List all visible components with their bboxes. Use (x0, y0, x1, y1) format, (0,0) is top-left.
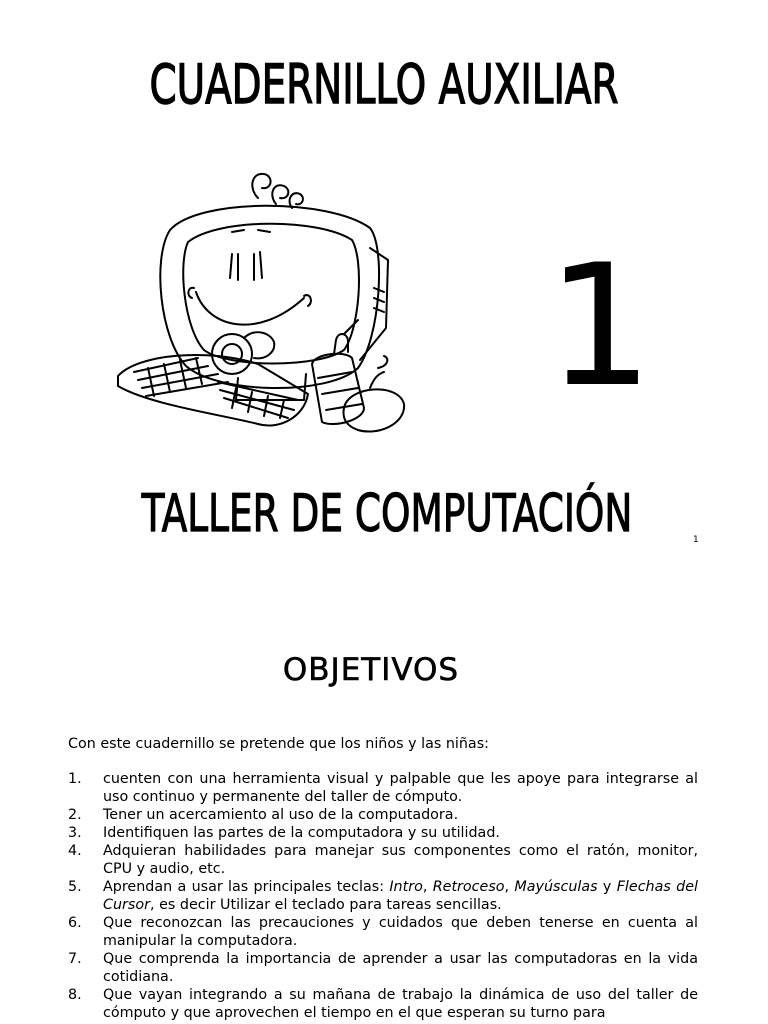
list-item-text: Identifiquen las partes de la computadora y su utilidad. (103, 825, 500, 841)
list-item (68, 824, 698, 842)
list-item-number: 4. (68, 843, 82, 859)
list-item (68, 806, 698, 824)
key-name-flechas: Flechas del Cursor (103, 879, 698, 913)
list-item-number: 3. (68, 825, 82, 841)
list-item-text: Aprendan a usar las principales teclas: (103, 879, 390, 895)
document-subtitle: TALLER DE COMPUTACIÓN (141, 484, 633, 544)
list-item-text: Adquieran habilidades para manejar sus componentes como el ratón, monitor, CPU y audio, etc. (103, 843, 698, 877)
list-item-number: 6. (68, 915, 82, 931)
key-name-mayusculas: Mayúsculas (514, 879, 598, 895)
list-item-number: 8. (68, 987, 82, 1003)
key-name-retroceso: Retroceso (432, 879, 505, 895)
intro-text: Con este cuadernillo se pretende que los niños y las niñas: (68, 736, 489, 752)
list-item-number: 5. (68, 879, 82, 895)
cartoon-computer-icon (108, 168, 408, 448)
list-item-text: Que reconozcan las precauciones y cuidados que deben tenerse en cuenta al manipular la computadora. (103, 915, 698, 949)
separator: y (597, 879, 617, 895)
list-item-number: 7. (68, 951, 82, 967)
list-item-text: Tener un acercamiento al uso de la computadora. (103, 807, 459, 823)
list-item-text: Que vayan integrando a su mañana de trabajo la dinámica de uso del taller de cómputo y que aprovechen el tiempo en el que esperan su turno para (103, 987, 698, 1021)
list-item-text-end: , es decir Utilizar el teclado para tareas sencillas. (150, 897, 502, 913)
list-item-number: 1. (68, 771, 82, 787)
list-item (68, 878, 698, 914)
list-item (68, 770, 698, 806)
footnote-marker: 1 (693, 535, 699, 545)
document-title: CUADERNILLO AUXILIAR (149, 53, 619, 116)
list-item-text: cuenten con una herramienta visual y palpable que les apoye para integrarse al uso continuo y permanente del taller de cómputo. (103, 771, 698, 805)
list-item-number: 2. (68, 807, 82, 823)
list-item (68, 986, 698, 1022)
list-item (68, 950, 698, 986)
key-name-intro: Intro (389, 879, 423, 895)
separator: , (422, 879, 433, 895)
list-item (68, 842, 698, 878)
section-heading: OBJETIVOS (282, 652, 460, 688)
objectives-list (68, 770, 698, 1022)
separator: , (504, 879, 515, 895)
list-item-text: Que comprenda la importancia de aprender a usar las computadoras en la vida cotidiana. (103, 951, 698, 985)
list-item (68, 914, 698, 950)
booklet-number: 1 (546, 228, 654, 424)
